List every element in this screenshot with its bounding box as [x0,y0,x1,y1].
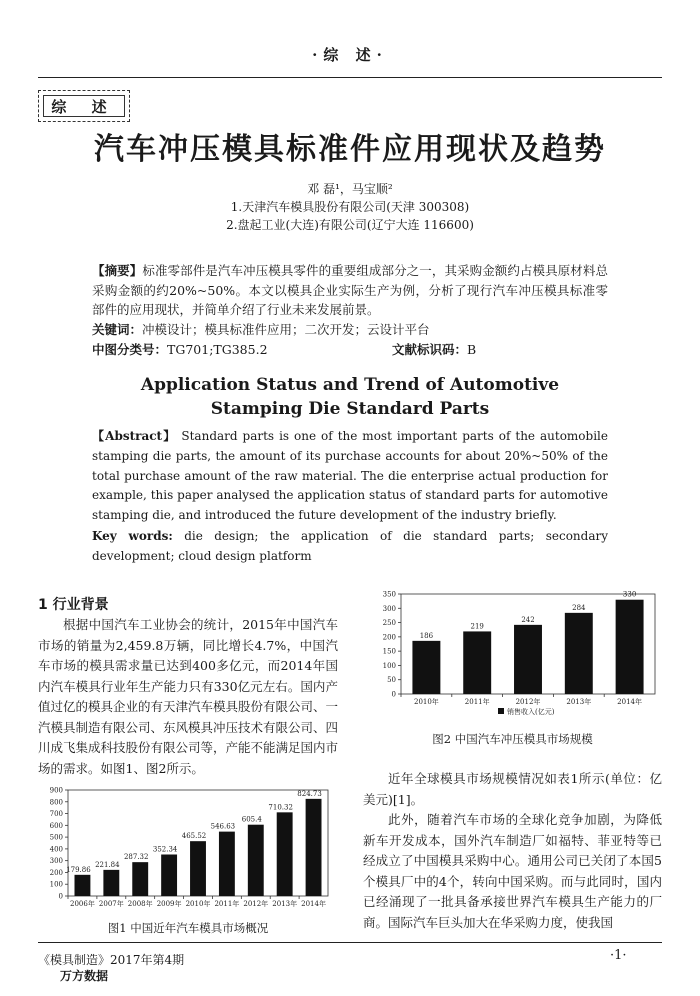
fig2-bar [412,641,440,694]
keywords-en-text: die design; the application of die standard parts; secondary development; cloud design platform [92,529,608,563]
fig1-xtick-label: 2012年 [243,900,269,908]
authors: 邓 磊¹，马宝顺² [307,182,393,196]
fig2-value-label: 330 [622,590,637,599]
fig2-ytick-label: 50 [387,676,396,685]
keywords-en-label: Key words: [92,529,173,543]
running-head: ·综 述· [312,46,388,64]
fig2-xtick-label: 2014年 [617,698,643,706]
fig2-bar [565,613,593,694]
page-number: ·1· [610,948,627,963]
fig2-value-label: 284 [572,603,586,612]
clc-label: 中图分类号： [92,342,168,357]
right-paragraph-2: 此外，随着汽车市场的全球化竞争加剧，为降低新车开发成本，国外汽车制造厂如福特、菲亚特等已经成立了中国模具采购中心。通用公司已关闭了本国5个模具厂中的4个，转向中国采购。而与此同时，国内已经涌现了一批具备承接世界汽车模具生产能力的厂商。国际汽车巨头加大在华采购力度，使我国 [363,812,662,930]
figure-1-chart [38,786,338,914]
fig1-bar [306,799,322,896]
fig1-xtick-label: 2013年 [272,900,298,908]
journal-info: 《模具制造》2017年第4期 [38,953,185,967]
fig1-value-label: 824.73 [297,789,322,798]
footer-rule [38,942,662,943]
fig1-value-label: 287.32 [123,853,149,862]
fig1-value-label: 179.86 [66,865,91,874]
fig2-xtick-label: 2013年 [566,698,592,706]
fig2-ytick-label: 250 [382,619,396,628]
doc-code-label: 文献标识码： [392,342,468,357]
clc-value: TG701;TG385.2 [167,342,268,357]
fig1-bar [248,825,264,896]
abstract-en-text: Standard parts is one of the most important parts of the automobile stamping die parts, the amount of its purchase accounts for about 20%~50% of the total purchase amount of the raw material. The die enterprise actual production for example, this paper analysed the application status of standard parts for automotive stamping die, and introduced the future development of the industry briefly. [92,429,608,523]
fig1-value-label: 352.34 [152,845,178,854]
abstract-en [92,427,608,526]
fig1-bar [190,841,206,896]
fig2-xtick-label: 2010年 [413,698,439,706]
fig1-ytick-label: 300 [49,857,63,866]
fig1-bar [75,875,91,896]
right-paragraph-1: 近年全球模具市场规模情况如表1所示(单位：亿美元)[1]。 [363,771,662,807]
fig1-value-label: 710.32 [268,803,293,812]
fig1-bar [132,862,148,896]
fig2-value-label: 242 [521,615,535,624]
fig1-ytick-label: 400 [49,845,63,854]
fig1-xtick-label: 2006年 [70,900,95,908]
fig2-bar [616,600,644,694]
fig1-bar [161,855,177,896]
fig2-ytick-label: 300 [382,604,396,613]
article-title-en [0,373,700,421]
right-column-body [363,769,662,933]
article-title-cn: 汽车冲压模具标准件应用现状及趋势 [94,132,606,167]
database-name: 万方数据 [60,969,109,983]
affiliation-2: 2.盘起工业(大连)有限公司(辽宁大连 116600) [226,218,474,232]
fig2-ytick-label: 150 [382,647,396,656]
fig2-ytick-label: 100 [382,661,396,670]
fig1-value-label: 546.63 [210,822,236,831]
section-1-body: 根据中国汽车工业协会的统计，2015年中国汽车市场的销量为2,459.8万辆，同比增长4.7%，中国汽车市场的模具需求量已达到400多亿元，而2014年国内汽车模具行业年生产能力只有330亿元左右。国内产值过亿的模具企业的有天津汽车模具股份有限公司、一汽模具制造有限公司、东风模具冲压技术有限公司、四川成飞集成科技股份有限公司等，产能不能满足国内市场的需求。如图1、图2所示。 [38,617,339,776]
fig1-xtick-label: 2011年 [214,900,240,908]
fig1-value-label: 221.84 [95,860,120,869]
fig1-value-label: 465.52 [181,832,207,841]
fig2-bar [514,625,542,694]
fig1-ytick-label: 0 [58,892,63,901]
fig1-ytick-label: 800 [49,798,63,807]
classification-row [92,340,608,360]
keywords-cn [92,320,608,340]
fig1-bar [219,832,235,896]
figure-2-caption: 图2 中国汽车冲压模具市场规模 [432,732,593,746]
section-1-heading: 1 行业背景 [38,597,109,613]
fig1-xtick-label: 2008年 [127,900,153,908]
fig2-ytick-label: 200 [382,633,396,642]
fig1-ytick-label: 700 [49,810,63,819]
fig1-ytick-label: 600 [49,821,63,830]
keywords-cn-label: 关键词： [92,322,143,337]
fig2-ytick-label: 350 [382,590,396,599]
fig1-xtick-label: 2010年 [185,900,211,908]
figure-1-caption: 图1 中国近年汽车模具市场概况 [107,921,269,935]
fig2-value-label: 219 [470,622,484,631]
abstract-en-label: 【Abstract】 [92,429,177,443]
doc-code-value: B [467,342,477,357]
abstract-cn-label: 【摘要】 [92,263,143,278]
fig1-bar [103,870,119,896]
section-tag: 综 述 [43,95,125,117]
fig1-ytick-label: 900 [49,786,63,795]
fig1-xtick-label: 2007年 [98,900,124,908]
fig2-xtick-label: 2011年 [464,698,490,706]
fig1-ytick-label: 100 [49,880,63,889]
title-en-line-1: Application Status and Trend of Automotive [140,375,560,395]
fig2-legend-label: 销售收入(亿元) [507,708,555,716]
fig1-bar [277,812,293,896]
affiliation-1: 1.天津汽车模具股份有限公司(天津 300308) [230,200,470,214]
fig2-ytick-label: 0 [391,690,396,699]
fig2-bar [463,631,491,694]
fig1-ytick-label: 200 [49,868,63,877]
fig2-xtick-label: 2012年 [515,698,541,706]
fig2-value-label: 186 [419,631,434,640]
fig1-ytick-label: 500 [49,833,63,842]
fig2-legend-swatch [498,708,504,714]
fig1-xtick-label: 2014年 [301,900,326,908]
abstract-cn [92,261,608,320]
abstract-cn-text: 标准零部件是汽车冲压模具零件的重要组成部分之一，其采购金额约占模具原材料总采购金额的约20%~50%。本文以模具企业实际生产为例，分析了现行汽车冲压模具标准零部件的应用现状，并简单介绍了行业未来发展前景。 [92,263,608,317]
figure-2-chart [363,590,662,722]
keywords-cn-text: 冲模设计；模具标准件应用；二次开发；云设计平台 [142,322,430,337]
fig1-value-label: 605.4 [241,815,262,824]
doc-code [392,340,476,360]
title-en-line-2: Stamping Die Standard Parts [210,399,490,419]
header-rule [38,77,662,78]
fig1-xtick-label: 2009年 [156,900,182,908]
keywords-en [92,527,608,567]
